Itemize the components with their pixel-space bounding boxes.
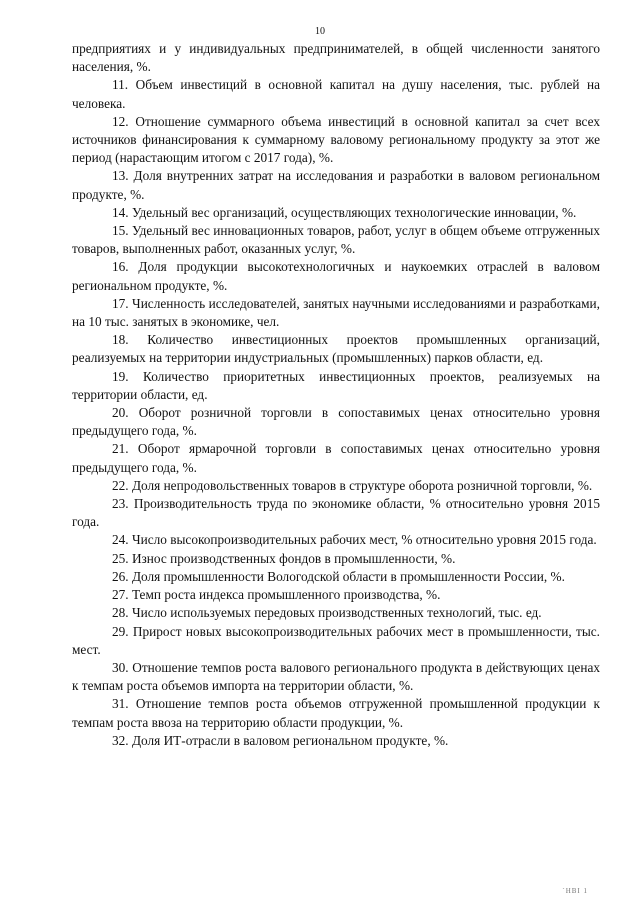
list-item: 16. Доля продукции высокотехнологичных и наукоемких отраслей в валовом региональном продукте, %. [72,259,600,293]
list-item: 29. Прирост новых высокопроизводительных рабочих мест в промышленности, тыс. мест. [72,623,600,657]
list-item: 20. Оборот розничной торговли в сопоставимых ценах относительно уровня предыдущего года, %. [72,405,600,439]
list-item: 22. Доля непродовольственных товаров в структуре оборота розничной торговли, %. [112,477,593,493]
list-item: 19. Количество приоритетных инвестиционных проектов, реализуемых на территории области, ед. [72,368,600,402]
list-item: 23. Производительность труда по экономике области, % относительно уровня 2015 года. [72,496,600,530]
list-item: 14. Удельный вес организаций, осуществляющих технологические инновации, %. [112,204,577,220]
list-item: 31. Отношение темпов роста объемов отгруженной промышленной продукции к темпам роста ввоза на территорию области продукции, %. [72,696,600,730]
list-item: 26. Доля промышленности Вологодской области в промышленности России, %. [112,568,565,584]
list-item: 12. Отношение суммарного объема инвестиций в основной капитал за счет всех источников финансирования к суммарному валовому региональному продукту за этот же период (нарастающим итогом с 2017 года), %. [72,113,600,166]
list-item: 25. Износ производственных фондов в промышленности, %. [112,550,456,566]
scan-mark: `HBI 1 [562,887,588,895]
list-item: 30. Отношение темпов роста валового регионального продукта в действующих ценах к темпам роста объемов импорта на территории области, %. [72,659,600,694]
page-number: 10 [315,26,325,37]
list-item: 13. Доля внутренних затрат на исследования и разработки в валовом региональном продукте, %. [72,168,600,202]
list-item: 24. Число высокопроизводительных рабочих мест, % относительно уровня 2015 года. [112,532,597,548]
list-item: 18. Количество инвестиционных проектов промышленных организаций, реализуемых на территории индустриальных (промышленных) парков области, ед. [72,332,600,366]
list-item: 11. Объем инвестиций в основной капитал на душу населения, тыс. рублей на человека. [72,77,600,111]
list-item: 28. Число используемых передовых производственных технологий, тыс. ед. [112,605,542,621]
list-item: 15. Удельный вес инновационных товаров, работ, услуг в общем объеме отгруженных товаров, выполненных работ, оказанных услуг, %. [72,223,600,257]
list-item: 17. Численность исследователей, занятых научными исследованиями и разработками, на 10 тыс. занятых в экономике, чел. [72,295,600,330]
continued-paragraph: предприятиях и у индивидуальных предпринимателей, в общей численности занятого населения, %. [72,41,600,75]
indicator-list [72,40,600,750]
list-item: 27. Темп роста индекса промышленного производства, %. [112,587,441,603]
list-item: 21. Оборот ярмарочной торговли в сопоставимых ценах относительно уровня предыдущего года, %. [72,441,600,475]
list-item: 32. Доля ИТ-отрасли в валовом региональном продукте, %. [112,732,449,748]
